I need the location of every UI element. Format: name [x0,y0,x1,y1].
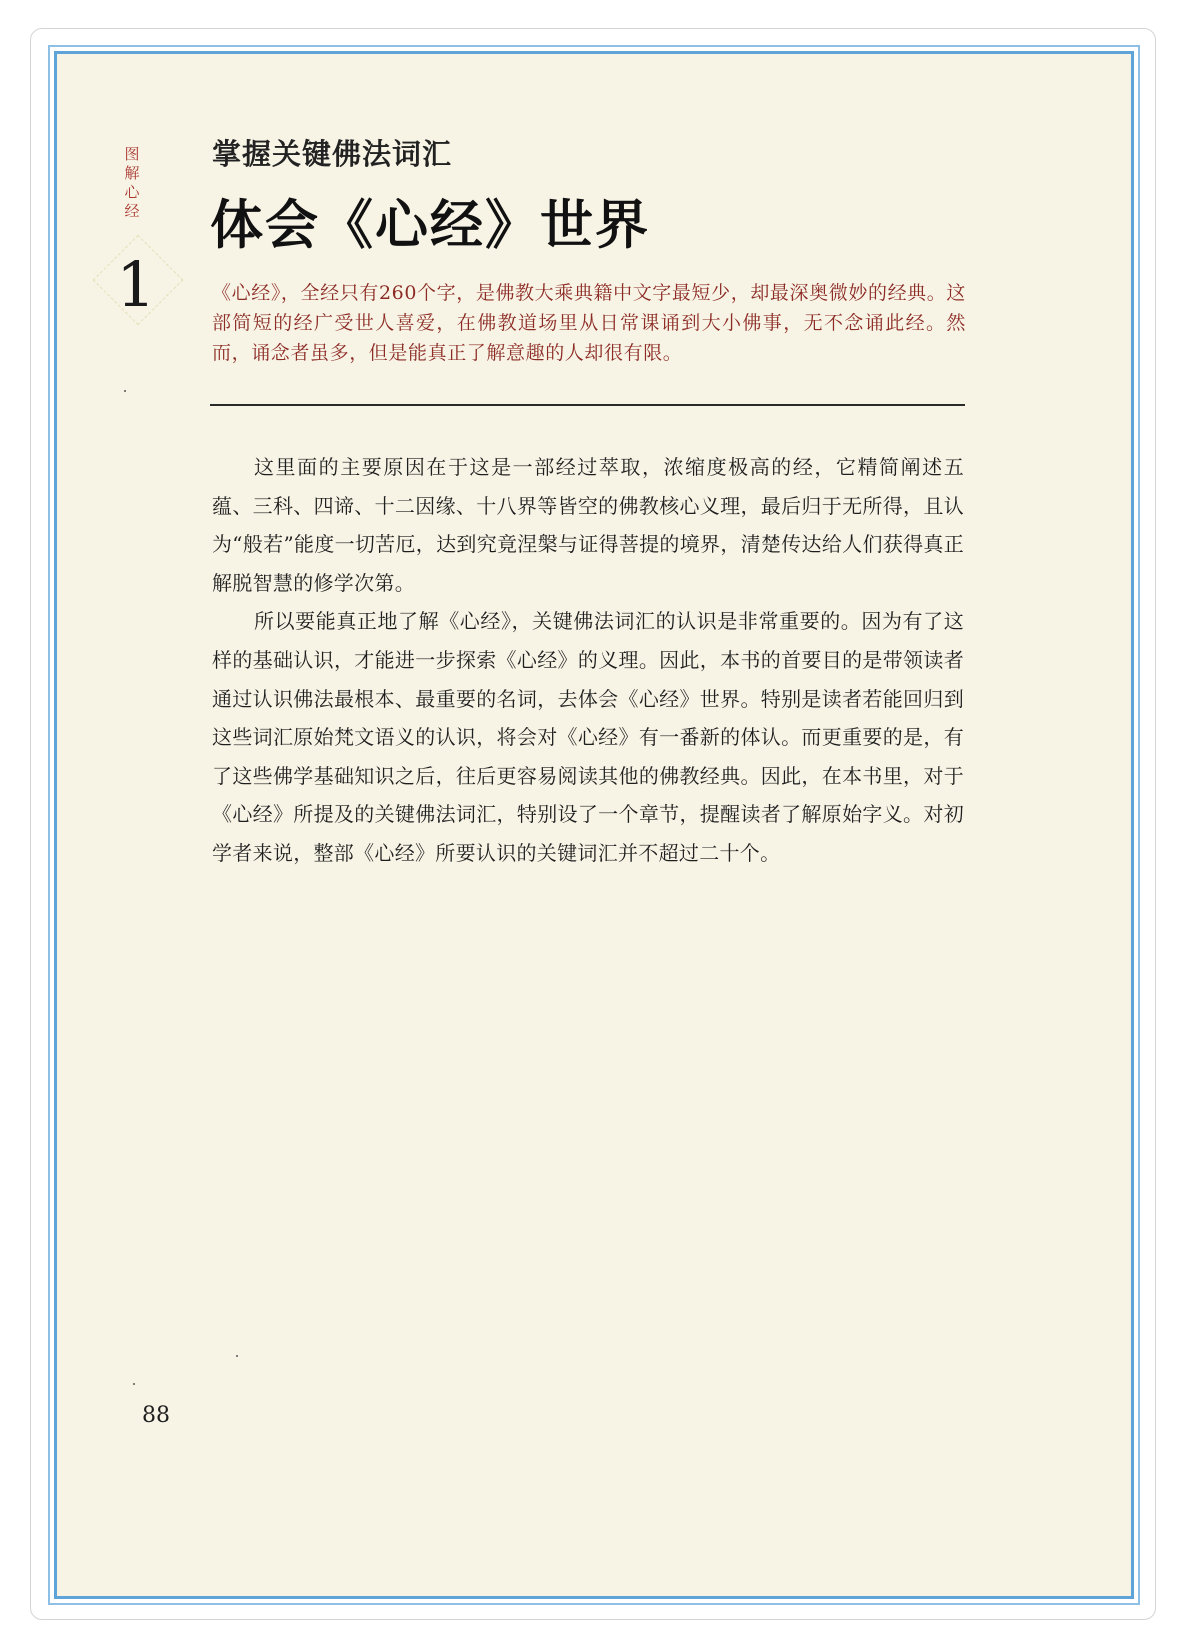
body-paragraph-2: 所以要能真正地了解《心经》，关键佛法词汇的认识是非常重要的。因为有了这样的基础认识，才能进一步探索《心经》的义理。因此，本书的首要目的是带领读者通过认识佛法最根本、最重要的名词，去体会《心经》世界。特别是读者若能回归到这些词汇原始梵文语义的认识，将会对《心经》有一番新的体认。而更重要的是，有了这些佛学基础知识之后，往后更容易阅读其他的佛教经典。因此，在本书里，对于《心经》所提及的关键佛法词汇，特别设了一个章节，提醒读者了解原始字义。对初学者来说，整部《心经》所要认识的关键词汇并不超过二十个。 [212,609,964,865]
series-label: 图解心经 [124,145,140,220]
print-speck [236,1355,238,1357]
chapter-title: 体会《心经》世界 [210,194,650,256]
print-speck [133,1383,135,1385]
print-speck [124,390,126,392]
chapter-number: 1 [116,248,156,321]
body-text [212,448,964,873]
intro-paragraph: 《心经》，全经只有260个字，是佛教大乘典籍中文字最短少，却最深奥微妙的经典。这部简短的经广受世人喜爱，在佛教道场里从日常课诵到大小佛事，无不念诵此经。然而，诵念者虽多，但是能真正了解意趣的人却很有限。 [212,282,966,364]
body-paragraph-1: 这里面的主要原因在于这是一部经过萃取，浓缩度极高的经，它精简阐述五蕴、三科、四谛、十二因缘、十八界等皆空的佛教核心义理，最后归于无所得，且认为“般若”能度一切苦厄，达到究竟涅槃与证得菩提的境界，清楚传达给人们获得真正解脱智慧的修学次第。 [212,455,964,595]
chapter-subtitle: 掌握关键佛法词汇 [212,137,453,171]
section-divider [210,404,965,406]
page-number: 88 [142,1403,170,1428]
